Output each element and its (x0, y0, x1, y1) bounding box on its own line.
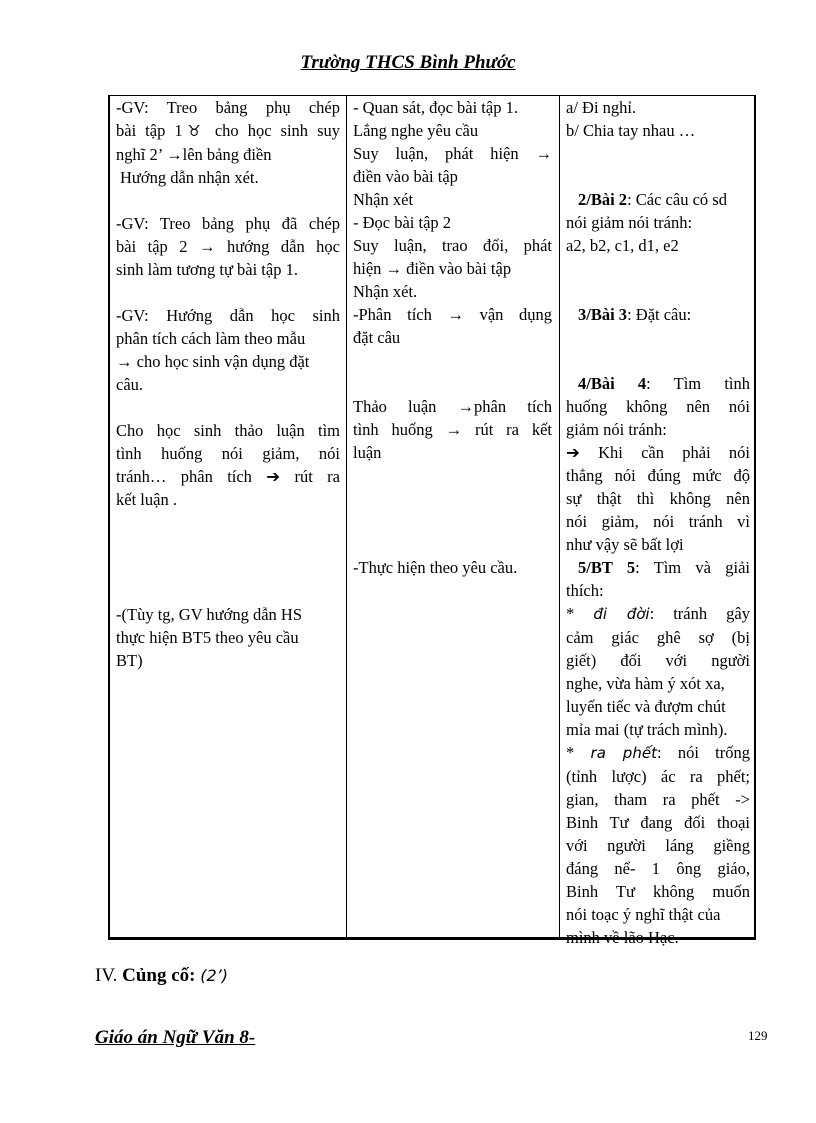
text-line: Thảo luận →phân tích (353, 397, 552, 416)
arrow-right-icon: ➔ (266, 467, 281, 486)
student-activity-column (353, 96, 552, 579)
text-line: Suy luận, trao đổi, phát (353, 236, 552, 255)
text-line: Cho học sinh thảo luận tìm (116, 421, 340, 440)
text-line: đặt câu (353, 328, 401, 347)
text-line: -Phân tích → vận dụng (353, 305, 552, 324)
text-line: nghĩ 2’ →lên bảng điền (116, 145, 272, 164)
teacher-activity-column (116, 96, 340, 672)
text-line: mỉa mai (tự trách mình). (566, 720, 728, 739)
lesson-table (108, 95, 756, 947)
text-line: sinh làm tương tự bài tập 1. (116, 260, 298, 279)
text-line: → cho học sinh vận dụng đặt (116, 352, 310, 371)
text-line: luận (353, 443, 382, 462)
column-divider-2 (559, 96, 560, 937)
text-line: mình về lão Hạc. (566, 928, 679, 947)
text-line: a2, b2, c1, d1, e2 (566, 236, 679, 255)
text-line: * đi đời: tránh gây (566, 604, 751, 623)
text-line: nói giảm nói tránh: (566, 213, 693, 232)
text-line: tình huống nói giảm, nói (116, 444, 340, 463)
document-title: Giáo án Ngữ Văn 8- (95, 1027, 256, 1048)
text-line: phân tích cách làm theo mẫu (116, 329, 306, 348)
text-line: * ra phết: nói trống (566, 743, 751, 762)
text-line: Hướng dẫn nhận xét. (120, 168, 259, 187)
text-line: -GV: Treo bảng phụ đã chép (116, 214, 340, 233)
text-line: với người láng giềng (566, 836, 750, 855)
text-line: câu. (116, 375, 144, 394)
exercise-2-heading: 2/Bài 2: Các câu có sd (578, 190, 727, 209)
text-line: Nhận xét (353, 190, 414, 209)
section-heading-consolidation: IV. Củng cố: (2’) (95, 965, 228, 986)
text-line: Binh Tư đang đối thoại (566, 813, 750, 832)
text-line: luyến tiếc và đượm chút (566, 697, 726, 716)
text-line: (tỉnh lược) ác ra phết; (566, 767, 750, 786)
exercise-3-heading: 3/Bài 3: Đặt câu: (578, 305, 692, 324)
text-line: hiện → điền vào bài tập (353, 259, 512, 278)
text-line: cảm giác ghê sợ (bị (566, 628, 750, 647)
text-line: - Đọc bài tập 2 (353, 213, 452, 232)
text-line: b/ Chia tay nhau … (566, 121, 696, 140)
arrow-right-icon: ➔ (566, 443, 580, 462)
text-line: thẳng nói đúng mức độ (566, 466, 750, 485)
text-line: ➔ Khi cần phải nói (566, 443, 750, 462)
exercise-5-heading: 5/BT 5: Tìm và giải (578, 558, 750, 577)
text-line: thích: (566, 581, 604, 600)
exercise-4-heading: 4/Bài 4: Tìm tình (578, 374, 750, 393)
text-line: nói giảm, nói tránh vì (566, 512, 750, 531)
text-line: kết luận . (116, 490, 177, 509)
text-line: điền vào bài tập (353, 167, 458, 186)
text-line: đáng nể- 1 ông giáo, (566, 859, 750, 878)
text-line: -GV: Hướng dẫn học sinh (116, 306, 340, 325)
text-line: Binh Tư không muốn (566, 882, 750, 901)
text-line: sự thật thì không nên (566, 489, 750, 508)
text-line: -(Tùy tg, GV hướng dẫn HS (116, 605, 303, 624)
text-line: Nhận xét. (353, 282, 418, 301)
text-line: tình huống → rút ra kết (353, 420, 552, 439)
column-divider-1 (346, 96, 347, 937)
text-line: nghe, vừa hàm ý xót xa, (566, 674, 725, 693)
text-line: nói toạc ý nghĩ thật của (566, 905, 721, 924)
text-line: a/ Đi nghỉ. (566, 98, 637, 117)
text-line: như vậy sẽ bất lợi (566, 535, 684, 554)
text-line: BT) (116, 651, 143, 670)
taurus-icon: ♉ (182, 122, 206, 140)
text-line: giảm nói tránh: (566, 420, 667, 439)
text-line: bài tập 2 → hướng dẫn học (116, 237, 340, 256)
text-line: bài tập 1♉ cho học sinh suy (116, 121, 340, 140)
page-number: 129 (748, 1028, 768, 1043)
text-line: tránh… phân tích ➔ rút ra (116, 467, 340, 486)
text-line: Suy luận, phát hiện → (353, 144, 552, 163)
text-line: -GV: Treo bảng phụ chép (116, 98, 340, 117)
text-line: thực hiện BT5 theo yêu cầu (116, 628, 299, 647)
text-line: -Thực hiện theo yêu cầu. (353, 558, 518, 577)
text-line: - Quan sát, đọc bài tập 1. (353, 98, 518, 117)
text-line: giết) đối với người (566, 651, 750, 670)
text-line: Lắng nghe yêu cầu (353, 121, 479, 140)
text-line: gian, tham ra phết -> (566, 790, 750, 809)
text-line: huống không nên nói (566, 397, 750, 416)
lesson-content-column (566, 96, 750, 949)
page-header-school: Trường THCS Bình Phước (300, 52, 516, 73)
